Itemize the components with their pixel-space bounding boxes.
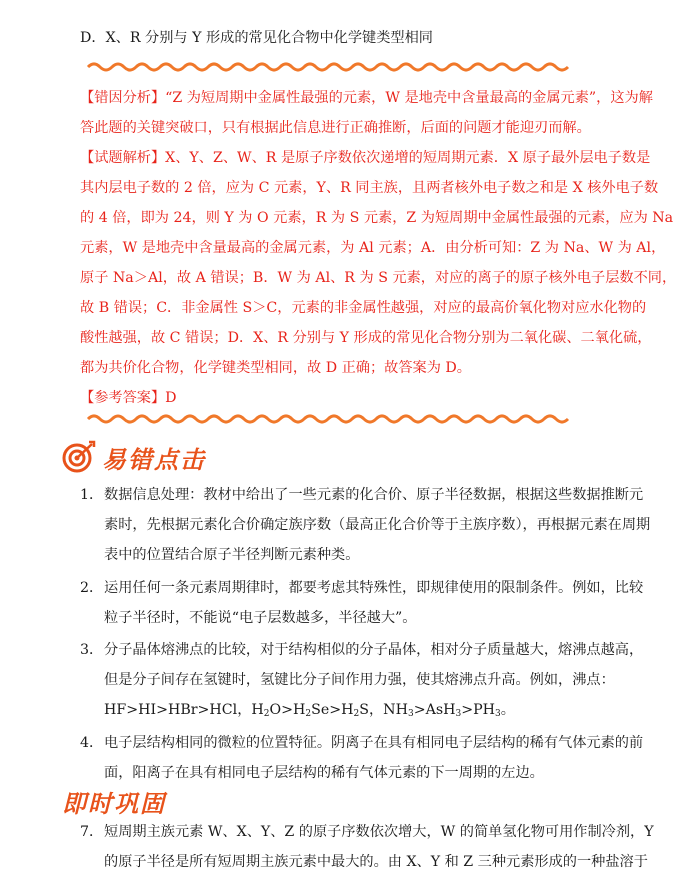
item-4-line-2: 面，阳离子在具有相同电子层结构的稀有气体元素的下一周期的左边。 (104, 765, 544, 781)
section-title-text: 易错点击 (102, 445, 206, 474)
item-3-formula: HF>HI>HBr>HCl，$H_2O>H_2Se>H_2S$，$NH_3>AsH_3>PH_3$。 (104, 702, 515, 719)
item-1-line-2: 素时，先根据元素化合价确定族序数（最高正化合价等于主族序数），再根据元素在周期 (104, 517, 651, 533)
item-2-line-2: 粒子半径时，不能说“电子层数越多，半径越大”。 (104, 610, 417, 626)
solution-line-8: 都为共价化合物，化学键类型相同，故 D 正确；故答案为 D。 (80, 360, 471, 376)
error-analysis-line-1: 【错因分析】“Z 为短周期中金属性最强的元素，W 是地壳中含量最高的金属元素”，这为解 (80, 90, 653, 106)
item-1-line-1: 数据信息处理：教材中给出了一些元素的化合价、原子半径数据，根据这些数据推断元 (104, 487, 644, 503)
solution-line-6: 故 B 错误；C．非金属性 S＞C，元素的非金属性越强，对应的最高价氧化物对应水化物的 (80, 300, 647, 316)
option-d: D．X、R 分别与 Y 形成的常见化合物中化学键类型相同 (80, 30, 433, 46)
item-1-line-3: 表中的位置结合原子半径判断元素种类。 (104, 547, 360, 563)
item-3-line-2: 但是分子间存在氢键时，氢键比分子间作用力强，使其熔沸点升高。例如，沸点： (104, 672, 615, 688)
section-title-text-2: 即时巩固 (62, 789, 166, 818)
section-title-quick-review (62, 784, 166, 818)
item-2-line-1: 运用任何一条元素周期律时，都要考虑其特殊性，即规律使用的限制条件。例如，比较 (104, 580, 644, 596)
item-4-number: 4． (80, 735, 104, 751)
solution-line-5: 原子 Na＞Al，故 A 错误；B．W 为 Al、R 为 S 元素，对应的离子的原子核外电子层数不同， (80, 270, 676, 286)
item-4-line-1: 电子层结构相同的微粒的位置特征。阴离子在具有相同电子层结构的稀有气体元素的前 (104, 735, 644, 751)
reference-answer: 【参考答案】D (80, 390, 177, 406)
solution-line-7: 酸性越强，故 C 错误；D．X、R 分别与 Y 形成的常见化合物分别为二氧化碳、二氧化硫， (80, 330, 652, 346)
wave-divider-bottom (88, 412, 568, 426)
solution-line-3: 的 4 倍，即为 24，则 Y 为 O 元素，R 为 S 元素，Z 为短周期中金属性最强的元素，应为 Na (80, 210, 674, 226)
solution-line-1: 【试题解析】X、Y、Z、W、R 是原子序数依次递增的短周期元素．X 原子最外层电子数是 (80, 150, 651, 166)
target-icon (62, 440, 96, 474)
error-analysis-line-2: 答此题的关键突破口，只有根据此信息进行正确推断，后面的问题才能迎刃而解。 (80, 120, 591, 136)
item-7-line-2: 的原子半径是所有短周期主族元素中最大的。由 X、Y 和 Z 三种元素形成的一种盐溶于 (104, 854, 648, 870)
section-title-common-errors (62, 440, 206, 474)
solution-line-4: 元素，W 是地壳中含量最高的金属元素，为 Al 元素；A．由分析可知：Z 为 Na、W 为 Al， (80, 240, 666, 256)
item-3-line-1: 分子晶体熔沸点的比较，对于结构相似的分子晶体，相对分子质量越大，熔沸点越高， (104, 642, 644, 658)
wave-divider-top (88, 60, 568, 74)
solution-line-2: 其内层电子数的 2 倍，应为 C 元素，Y、R 同主族，且两者核外电子数之和是 X 核外电子数 (80, 180, 659, 196)
item-7-number: 7． (80, 824, 104, 840)
item-7-line-1: 短周期主族元素 W、X、Y、Z 的原子序数依次增大，W 的简单氢化物可用作制冷剂，Y (104, 824, 654, 840)
item-3-number: 3． (80, 642, 104, 658)
item-2-number: 2． (80, 580, 104, 596)
item-1-number: 1． (80, 487, 104, 503)
